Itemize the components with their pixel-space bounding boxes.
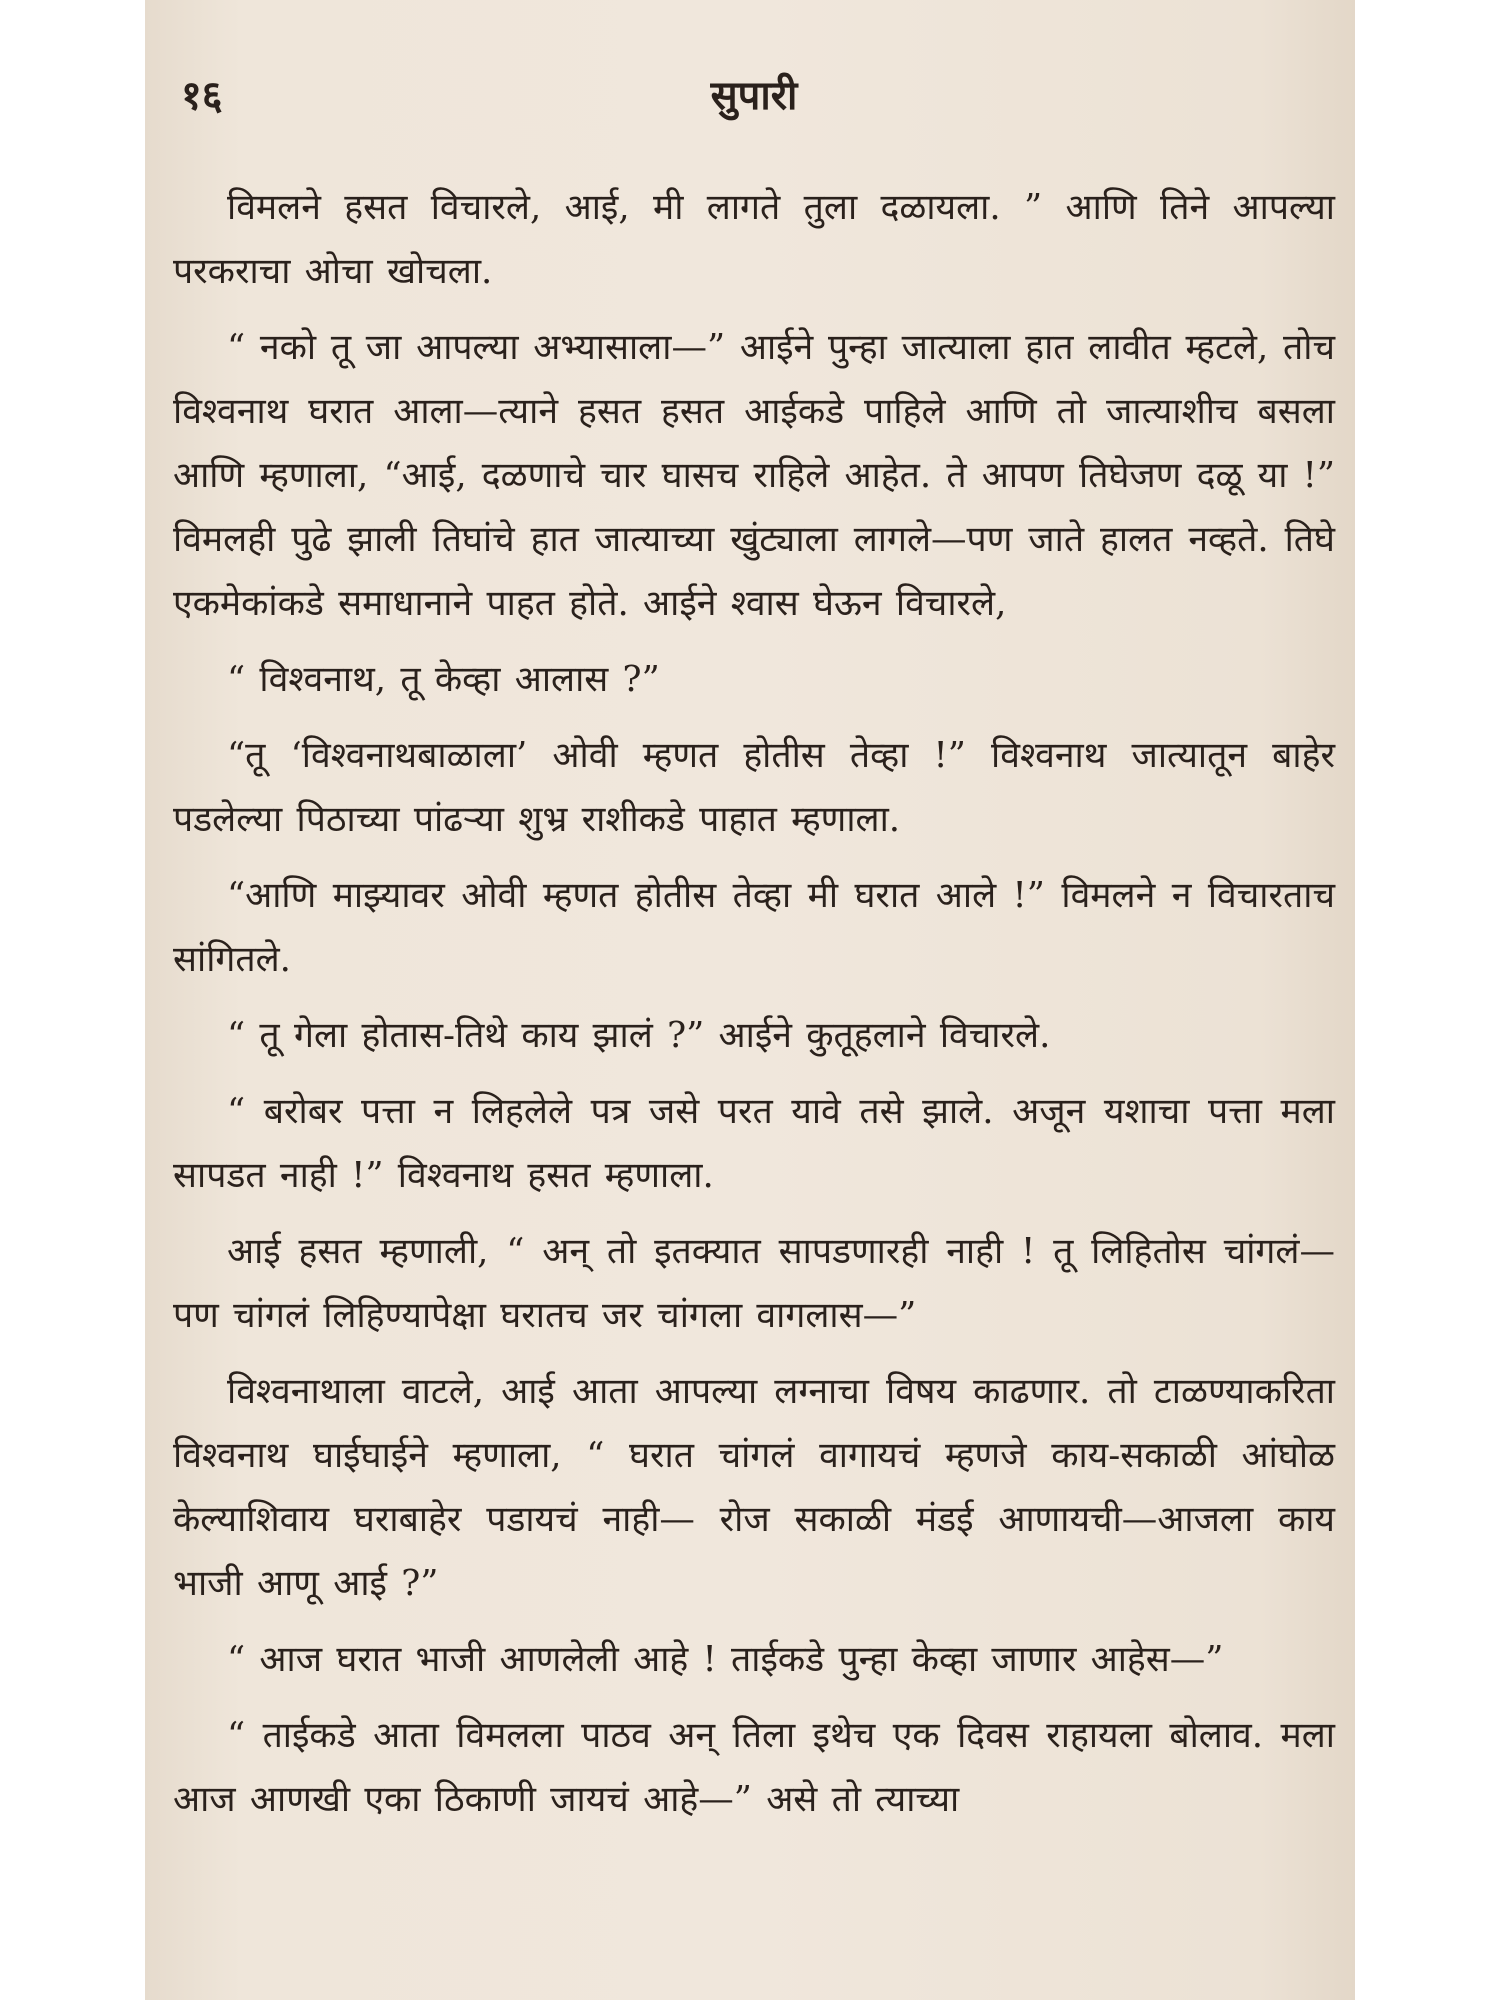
paragraph: “ बरोबर पत्ता न लिहलेले पत्र जसे परत यावे तसे झाले. अजून यशाचा पत्ता मला सापडत नाही !” विश्वनाथ हसत म्हणाला.	[173, 1091, 1335, 1196]
paragraph: विमलने हसत विचारले, आई, मी लागते तुला दळायला. ” आणि तिने आपल्या परकराचा ओचा खोचला.	[173, 187, 1335, 292]
page-header	[173, 62, 1335, 136]
paragraph: “ तू गेला होतास-तिथे काय झालं ?” आईने कुतूहलाने विचारले.	[227, 1015, 1051, 1056]
paragraph: “ नको तू जा आपल्या अभ्यासाला—” आईने पुन्हा जात्याला हात लावीत म्हटले, तोच विश्वनाथ घरात आला—त्याने हसत हसत आईकडे पाहिले आणि तो जात्याशीच बसला आणि म्हणाला, “आई, दळणाचे चार घासच राहिले आहेत. ते आपण तिघेजण दळू या !” विमलही पुढे झाली तिघांचे हात जात्याच्या खुंट्याला लागले—पण जाते हालत नव्हते. तिघे एकमेकांकडे समाधानाने पाहत होते. आईने श्वास घेऊन विचारले,	[173, 327, 1335, 624]
running-title: सुपारी	[710, 72, 798, 119]
book-page	[145, 0, 1355, 2000]
paragraph: “ ताईकडे आता विमलला पाठव अन् तिला इथेच एक दिवस राहायला बोलाव. मला आज आणखी एका ठिकाणी जायचं आहे—” असे तो त्याच्या	[173, 1715, 1335, 1820]
paragraph: “ आज घरात भाजी आणलेली आहे ! ताईकडे पुन्हा केव्हा जाणार आहेस—”	[227, 1639, 1224, 1680]
paragraph: “तू ‘विश्वनाथबाळाला’ ओवी म्हणत होतीस तेव्हा !” विश्वनाथ जात्यातून बाहेर पडलेल्या पिठाच्या पांढऱ्या शुभ्र राशीकडे पाहात म्हणाला.	[173, 735, 1335, 840]
paragraph: आई हसत म्हणाली, “ अन् तो इतक्यात सापडणारही नाही ! तू लिहितोस चांगलं—पण चांगलं लिहिण्यापेक्षा घरातच जर चांगला वागलास—”	[173, 1231, 1335, 1336]
page-number: १६	[181, 72, 223, 119]
paragraph: “ विश्वनाथ, तू केव्हा आलास ?”	[227, 659, 660, 700]
paragraph: विश्वनाथाला वाटले, आई आता आपल्या लग्नाचा विषय काढणार. तो टाळण्याकरिता विश्वनाथ घाईघाईने म्हणाला, “ घरात चांगलं वागायचं म्हणजे काय-सकाळी आंघोळ केल्याशिवाय घराबाहेर पडायचं नाही— रोज सकाळी मंडई आणायची—आजला काय भाजी आणू आई ?”	[173, 1371, 1335, 1604]
page-body	[173, 176, 1335, 1832]
paragraph: “आणि माझ्यावर ओवी म्हणत होतीस तेव्हा मी घरात आले !” विमलने न विचारताच सांगितले.	[173, 875, 1335, 980]
